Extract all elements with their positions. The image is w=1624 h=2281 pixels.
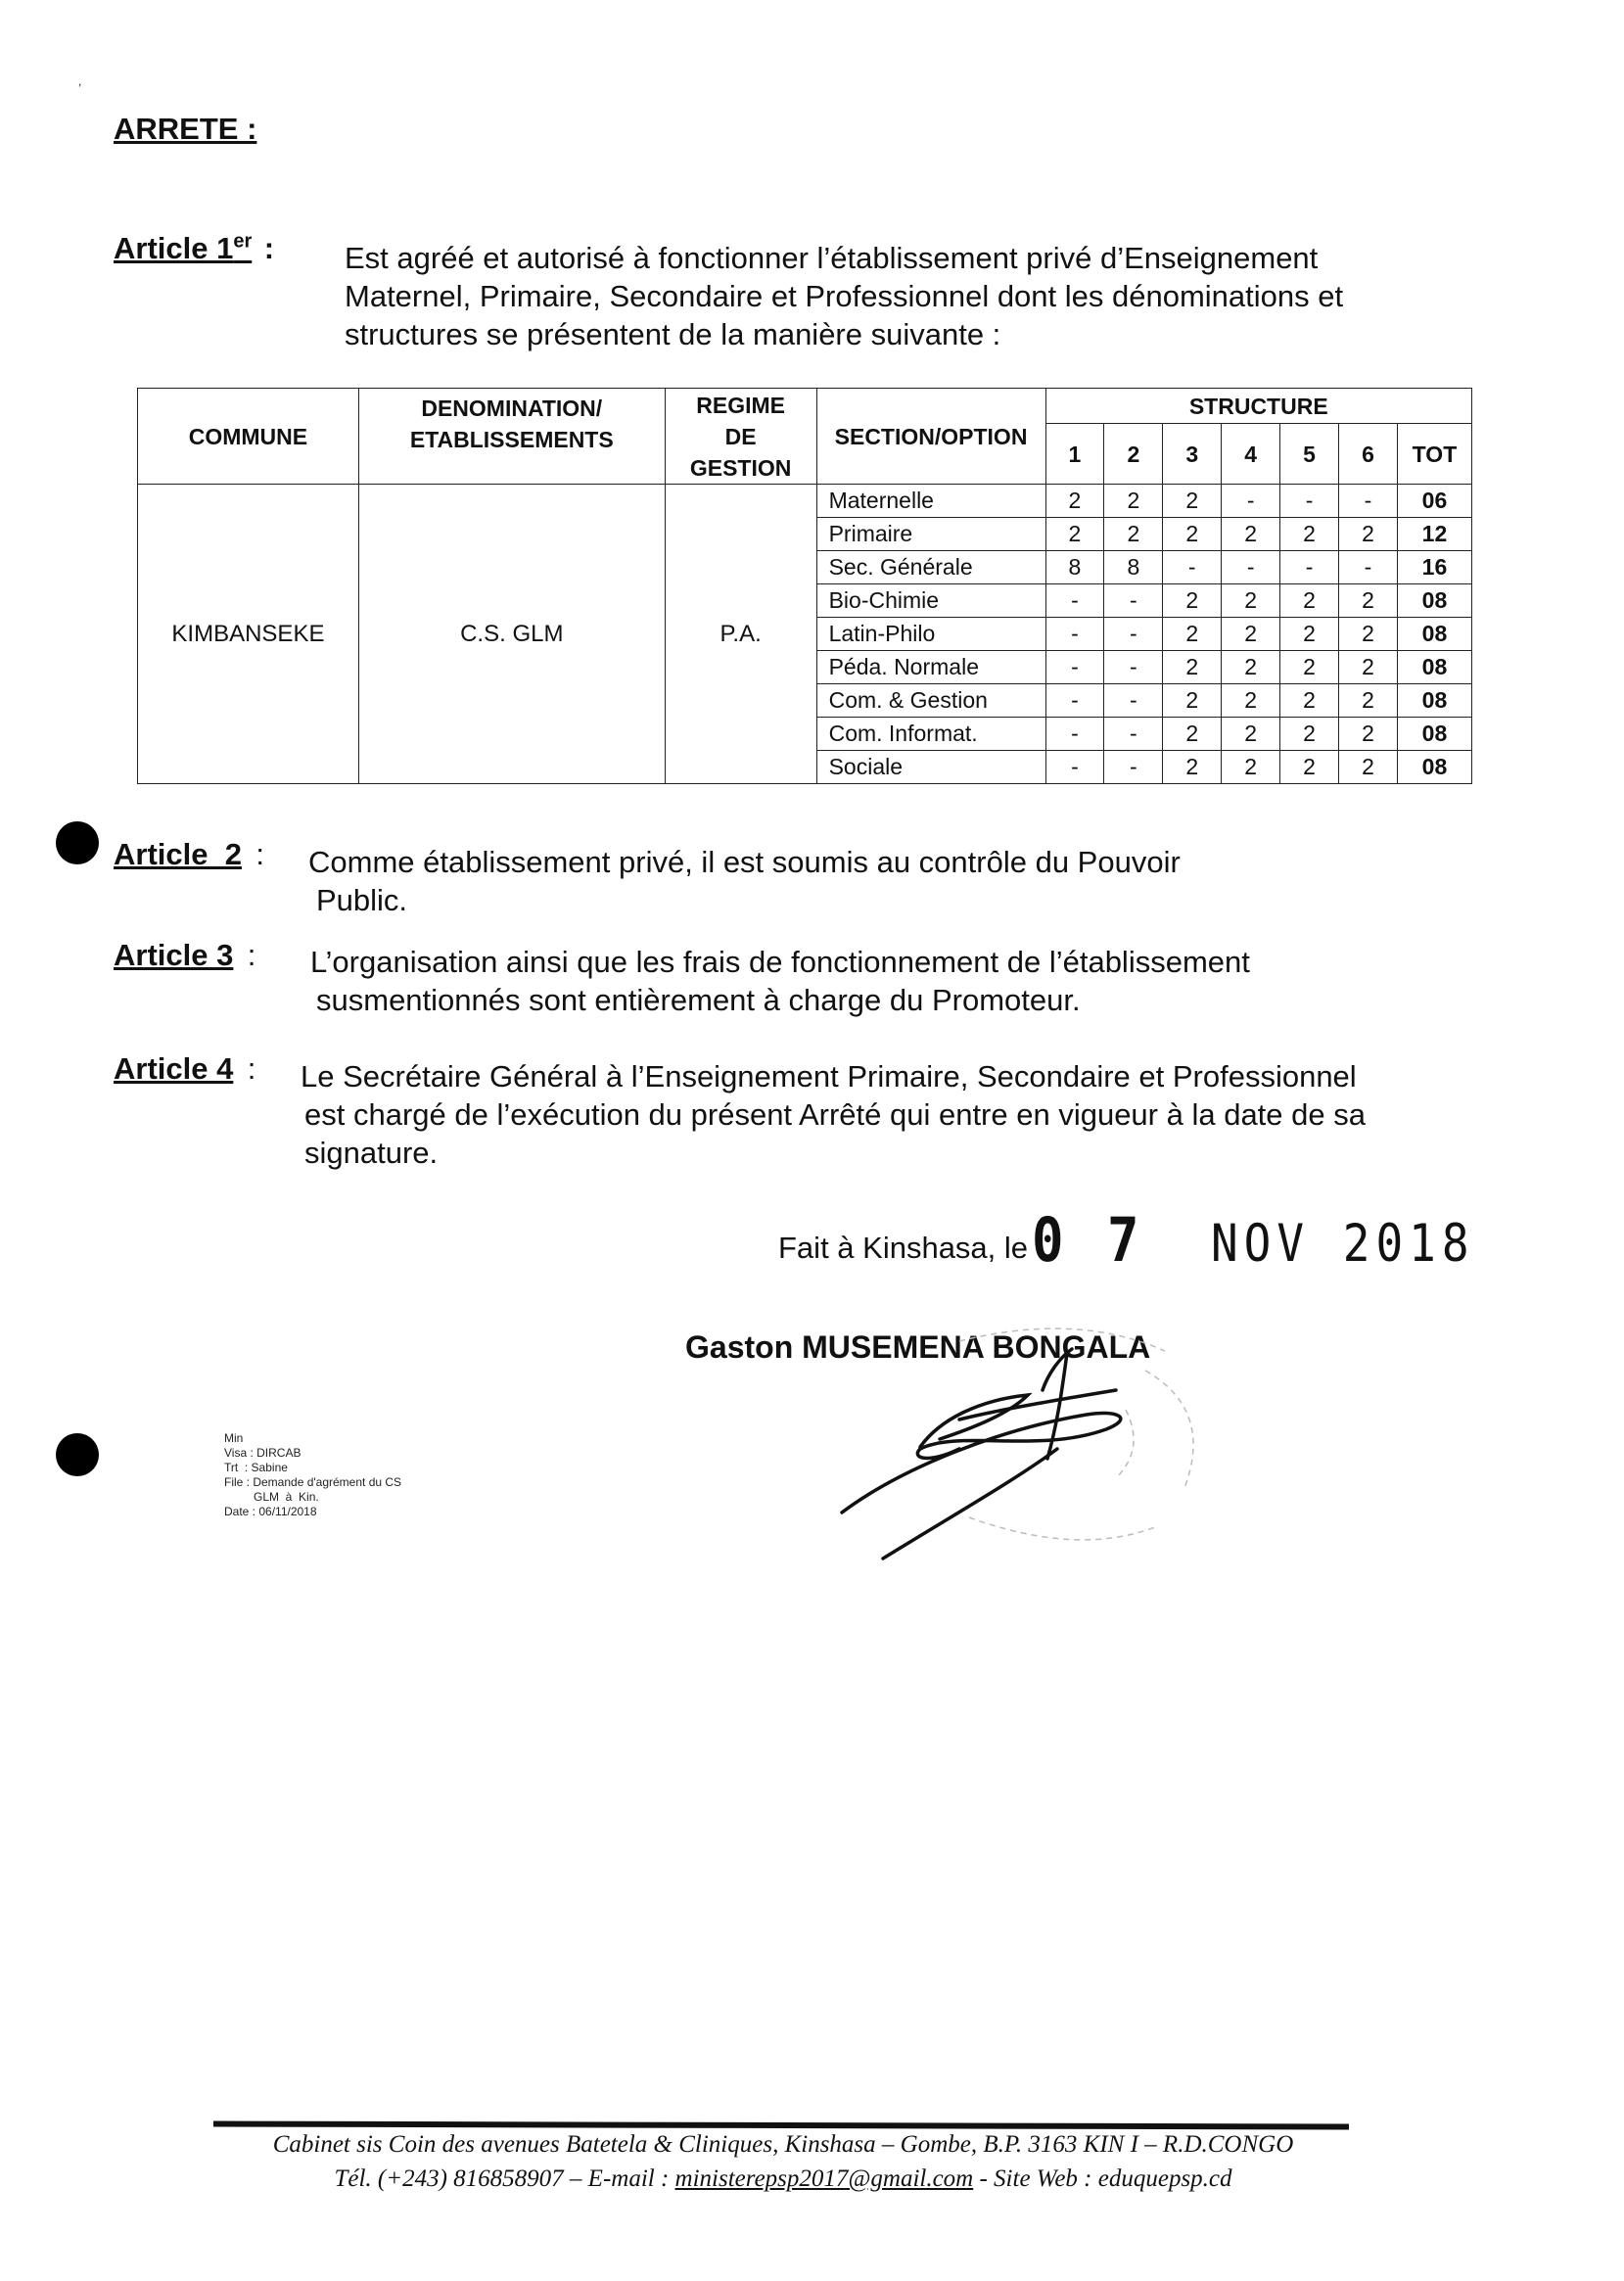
cell-total: 08 xyxy=(1397,651,1471,684)
header-section: SECTION/OPTION xyxy=(816,389,1045,485)
memo-line: File : Demande d'agrément du CS xyxy=(224,1475,402,1489)
article-3-colon: : xyxy=(247,938,256,972)
cell-structure-value: 2 xyxy=(1163,618,1222,651)
date-stamp xyxy=(1032,1204,1475,1275)
cell-structure-value: 2 xyxy=(1163,651,1222,684)
cell-total: 08 xyxy=(1397,684,1471,718)
cell-total: 08 xyxy=(1397,718,1471,751)
cell-structure-value: 2 xyxy=(1280,718,1339,751)
cell-section: Sociale xyxy=(816,751,1045,784)
article-2-colon: : xyxy=(255,837,265,871)
article-4-text xyxy=(301,1057,1505,1172)
article-1-label-wrap xyxy=(114,231,274,266)
cell-structure-value: 2 xyxy=(1280,584,1339,618)
article-1-line: structures se présentent de la manière suivante : xyxy=(345,317,1001,351)
cell-structure-value: 2 xyxy=(1339,518,1398,551)
date-prefix: Fait à Kinshasa, le xyxy=(778,1231,1029,1265)
cell-denomination: C.S. GLM xyxy=(358,485,665,784)
header-structure-col: 2 xyxy=(1104,424,1163,485)
date-stamp-month-year: NOV 2018 xyxy=(1210,1212,1475,1274)
cell-structure-value: 2 xyxy=(1163,751,1222,784)
article-3-text xyxy=(310,943,1250,1019)
cell-structure-value: - xyxy=(1045,618,1104,651)
cell-structure-value: - xyxy=(1222,485,1280,518)
cell-structure-value: 2 xyxy=(1222,618,1280,651)
cell-structure-value: - xyxy=(1339,551,1398,584)
cell-total: 08 xyxy=(1397,751,1471,784)
cell-structure-value: 2 xyxy=(1280,518,1339,551)
cell-structure-value: 2 xyxy=(1339,618,1398,651)
memo-line: Visa : DIRCAB xyxy=(224,1446,302,1460)
memo-line: Date : 06/11/2018 xyxy=(224,1505,317,1518)
cell-structure-value: 2 xyxy=(1163,485,1222,518)
cell-structure-value: - xyxy=(1163,551,1222,584)
cell-structure-value: - xyxy=(1222,551,1280,584)
cell-structure-value: 2 xyxy=(1163,584,1222,618)
date-line xyxy=(778,1204,1475,1276)
article-1-label: Article 1er xyxy=(114,231,253,266)
article-1-text xyxy=(345,239,1497,353)
cell-structure-value: 2 xyxy=(1163,718,1222,751)
article-1-line: Maternel, Primaire, Secondaire et Professionnel dont les dénominations et xyxy=(345,279,1344,313)
cell-structure-value: 2 xyxy=(1222,684,1280,718)
cell-structure-value: - xyxy=(1280,551,1339,584)
cell-structure-value: - xyxy=(1104,718,1163,751)
footer-website: - Site Web : eduquepsp.cd xyxy=(973,2165,1232,2192)
cell-structure-value: 2 xyxy=(1163,684,1222,718)
cell-structure-value: - xyxy=(1045,751,1104,784)
cell-section: Péda. Normale xyxy=(816,651,1045,684)
cell-structure-value: - xyxy=(1045,584,1104,618)
article-3-label-wrap xyxy=(114,938,255,973)
cell-structure-value: 8 xyxy=(1045,551,1104,584)
cell-structure-value: 2 xyxy=(1045,518,1104,551)
header-structure-col: 6 xyxy=(1339,424,1398,485)
article-3-label: Article 3 xyxy=(114,938,234,972)
footer-contact xyxy=(166,2165,1400,2193)
structure-table xyxy=(137,388,1472,784)
article-2-text xyxy=(308,843,1181,919)
header-regime: REGIME DE GESTION xyxy=(665,389,816,485)
header-structure-col: 4 xyxy=(1222,424,1280,485)
cell-structure-value: 2 xyxy=(1339,584,1398,618)
routing-memo xyxy=(224,1431,401,1519)
article-4-line: est chargé de l’exécution du présent Arrêté qui entre en vigueur à la date de sa xyxy=(304,1097,1366,1132)
cell-section: Latin-Philo xyxy=(816,618,1045,651)
cell-total: 12 xyxy=(1397,518,1471,551)
cell-regime: P.A. xyxy=(665,485,816,784)
cell-structure-value: 2 xyxy=(1104,518,1163,551)
cell-commune: KIMBANSEKE xyxy=(138,485,359,784)
header-structure: STRUCTURE xyxy=(1045,389,1472,424)
cell-structure-value: 2 xyxy=(1163,518,1222,551)
cell-structure-value: 2 xyxy=(1222,584,1280,618)
cell-structure-value: 2 xyxy=(1339,684,1398,718)
cell-structure-value: 2 xyxy=(1280,651,1339,684)
signer-name: Gaston MUSEMENA BONGALA xyxy=(685,1329,1151,1365)
punch-hole xyxy=(56,1433,99,1476)
cell-structure-value: 2 xyxy=(1222,518,1280,551)
cell-total: 06 xyxy=(1397,485,1471,518)
cell-structure-value: 2 xyxy=(1222,718,1280,751)
cell-structure-value: 2 xyxy=(1339,651,1398,684)
cell-structure-value: - xyxy=(1104,618,1163,651)
cell-structure-value: - xyxy=(1104,751,1163,784)
cell-structure-value: 2 xyxy=(1222,651,1280,684)
article-4-line: signature. xyxy=(304,1136,439,1170)
article-4-label-wrap xyxy=(114,1051,255,1087)
article-2-label-wrap xyxy=(114,837,264,872)
cell-structure-value: - xyxy=(1104,584,1163,618)
memo-line: Min xyxy=(224,1431,244,1445)
header-commune: COMMUNE xyxy=(138,389,359,485)
cell-section: Com. & Gestion xyxy=(816,684,1045,718)
cell-section: Bio-Chimie xyxy=(816,584,1045,618)
cell-section: Primaire xyxy=(816,518,1045,551)
cell-structure-value: - xyxy=(1339,485,1398,518)
footer-address: Cabinet sis Coin des avenues Batetela & Cliniques, Kinshasa – Gombe, B.P. 3163 KIN I – R.D.CONGO xyxy=(272,2131,1294,2158)
footer-email-link[interactable]: ministerepsp2017@gmail.com xyxy=(674,2165,974,2192)
cell-structure-value: 2 xyxy=(1104,485,1163,518)
cell-total: 08 xyxy=(1397,584,1471,618)
footer-rule xyxy=(213,2120,1349,2129)
table-row xyxy=(138,485,1472,518)
article-2-line: Public. xyxy=(316,883,408,917)
cell-structure-value: - xyxy=(1104,651,1163,684)
cell-section: Com. Informat. xyxy=(816,718,1045,751)
cell-structure-value: - xyxy=(1045,718,1104,751)
date-stamp-day: 0 7 xyxy=(1032,1204,1145,1276)
header-denomination: DENOMINATION/ ETABLISSEMENTS xyxy=(358,389,665,485)
cell-structure-value: 2 xyxy=(1339,751,1398,784)
signature-icon xyxy=(822,1302,1273,1576)
header-structure-col: 1 xyxy=(1045,424,1104,485)
cell-section: Maternelle xyxy=(816,485,1045,518)
article-1-colon: : xyxy=(263,231,275,266)
article-3-line: susmentionnés sont entièrement à charge du Promoteur. xyxy=(316,983,1081,1017)
memo-line: GLM à Kin. xyxy=(224,1490,319,1504)
cell-structure-value: - xyxy=(1045,684,1104,718)
page-heading: ARRETE : xyxy=(114,112,257,146)
cell-structure-value: 2 xyxy=(1280,684,1339,718)
cell-total: 16 xyxy=(1397,551,1471,584)
article-2-line: Comme établissement privé, il est soumis au contrôle du Pouvoir xyxy=(308,845,1181,879)
article-1-line: Est agréé et autorisé à fonctionner l’établissement privé d’Enseignement xyxy=(345,241,1319,275)
header-structure-col: 3 xyxy=(1163,424,1222,485)
article-2-label: Article 2 xyxy=(114,837,242,871)
footer-phone: Tél. (+243) 816858907 – E-mail : xyxy=(334,2165,675,2192)
header-structure-col: 5 xyxy=(1280,424,1339,485)
cell-structure-value: 8 xyxy=(1104,551,1163,584)
article-4-label: Article 4 xyxy=(114,1051,234,1086)
cell-structure-value: - xyxy=(1280,485,1339,518)
cell-structure-value: 2 xyxy=(1222,751,1280,784)
article-3-line: L’organisation ainsi que les frais de fonctionnement de l’établissement xyxy=(310,945,1250,979)
cell-structure-value: - xyxy=(1104,684,1163,718)
article-4-colon: : xyxy=(247,1051,256,1086)
scan-speck: , xyxy=(78,74,82,88)
header-structure-col: TOT xyxy=(1397,424,1471,485)
cell-section: Sec. Générale xyxy=(816,551,1045,584)
cell-structure-value: 2 xyxy=(1045,485,1104,518)
cell-structure-value: 2 xyxy=(1339,718,1398,751)
punch-hole xyxy=(56,821,99,864)
article-4-line: Le Secrétaire Général à l’Enseignement Primaire, Secondaire et Professionnel xyxy=(301,1059,1357,1094)
cell-total: 08 xyxy=(1397,618,1471,651)
cell-structure-value: 2 xyxy=(1280,751,1339,784)
memo-line: Trt : Sabine xyxy=(224,1461,288,1474)
cell-structure-value: - xyxy=(1045,651,1104,684)
cell-structure-value: 2 xyxy=(1280,618,1339,651)
